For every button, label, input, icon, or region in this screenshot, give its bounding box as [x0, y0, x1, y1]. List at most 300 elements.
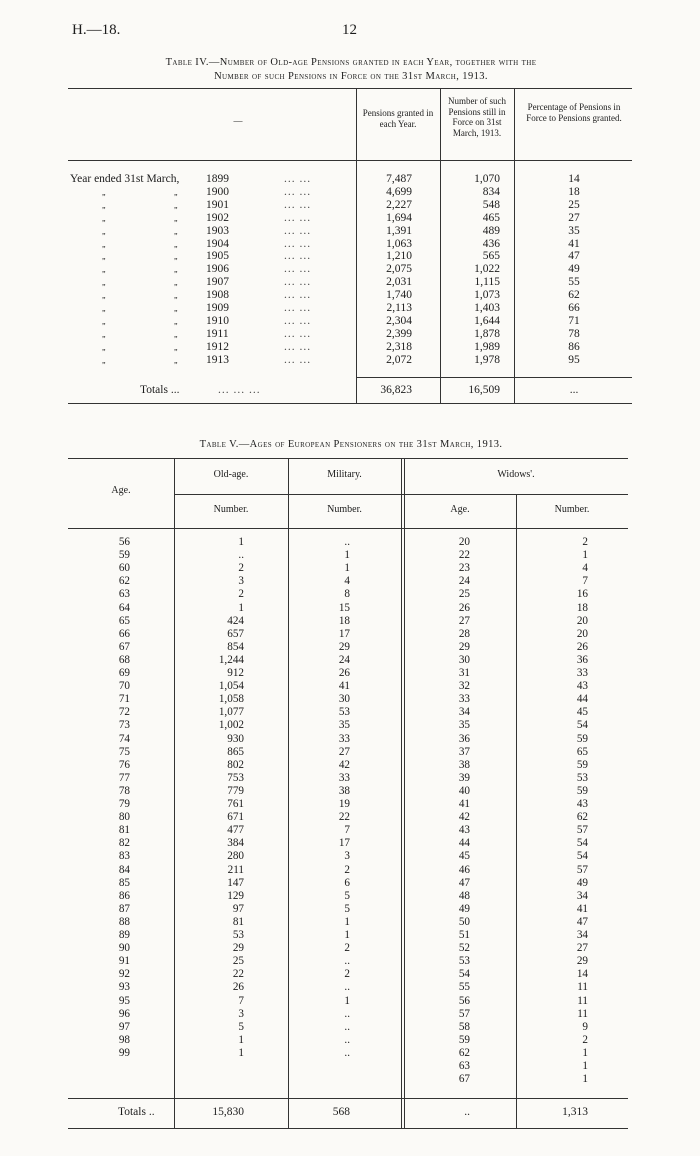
table4-leader-dots: ... ... [284, 185, 312, 198]
table5-row [68, 680, 628, 693]
table5-widows-number: 45 [576, 706, 588, 719]
table4-row-prefix: Year ended 31st March, [70, 173, 180, 185]
table5-widows-age: 37 [458, 745, 470, 758]
page-reference: H.—18. [72, 22, 121, 38]
table4-percentage: 47 [568, 250, 580, 263]
table4-granted: 1,740 [386, 289, 412, 302]
table5-military-number: .. [344, 955, 350, 968]
table5-row [68, 706, 628, 719]
table5-age: 65 [118, 614, 130, 627]
table5-military-number: 24 [338, 653, 350, 666]
table4-rule-bottom [68, 403, 632, 404]
table4-year: 1905 [206, 250, 229, 263]
table4-leader-dots: ... ... [284, 250, 312, 263]
table5-widows-age: 43 [458, 824, 470, 837]
table4-ditto-mark: „ [102, 304, 106, 313]
table4-in-force: 1,644 [474, 314, 500, 327]
table5 [68, 458, 628, 1130]
table5-age: 90 [118, 942, 130, 955]
table5-widows-number: 29 [576, 955, 588, 968]
table4-row [68, 239, 632, 251]
table5-caption [68, 438, 634, 452]
table4-in-force: 1,989 [474, 340, 500, 353]
table4-leader-dots: ... ... [284, 314, 312, 327]
table4-row [68, 264, 632, 276]
table4-granted: 2,304 [386, 314, 412, 327]
table4-leader-dots: ... ... [284, 276, 312, 289]
table4-ditto-mark: „ [102, 252, 106, 262]
table4-row [68, 290, 632, 302]
table5-row [68, 995, 628, 1008]
table5-military-number: 2 [344, 863, 350, 876]
table4-year: 1908 [206, 289, 229, 302]
table4-ditto-mark: „ [102, 239, 106, 249]
table4-percentage: 41 [568, 237, 580, 250]
table5-widows-number: 59 [576, 758, 588, 771]
table5-row [68, 877, 628, 890]
table5-row [68, 549, 628, 562]
table5-widows-number: 7 [582, 575, 588, 588]
table4-row [68, 277, 632, 289]
table5-row [68, 1021, 628, 1034]
table5-military-number: 1 [344, 929, 350, 941]
table4-granted: 7,487 [386, 173, 412, 185]
table5-widows-age: 44 [458, 837, 470, 850]
table5-header-widows-age: Age. [450, 504, 470, 515]
table5-caption-text: Table V.—Ages of European Pensioners on the 31st March, 1913. [199, 439, 503, 450]
table5-header-old-age: Old-age. [213, 469, 249, 480]
table4-percentage: 27 [568, 211, 580, 224]
table5-widows-age: 48 [458, 889, 470, 902]
table4-ditto-mark: „ [174, 278, 178, 288]
table5-row [68, 654, 628, 667]
table5-old-age-number: 1 [238, 1033, 244, 1046]
table4-percentage: 78 [568, 327, 580, 340]
table5-widows-number: 44 [576, 693, 588, 706]
table4-header-percentage: Percentage of Pensions in Force to Pensions granted. [526, 102, 622, 123]
table5-widows-age: 57 [458, 1007, 470, 1020]
table5-old-age-number: 2 [238, 588, 244, 601]
table5-old-age-number: 22 [232, 968, 244, 981]
table4-granted: 2,227 [386, 198, 412, 211]
table5-age: 62 [118, 575, 130, 588]
table5-old-age-number: 5 [238, 1020, 244, 1033]
table5-widows-age: 62 [458, 1046, 470, 1059]
table5-old-age-number: 477 [227, 824, 244, 837]
table5-totals-widows-age: .. [464, 1106, 470, 1118]
table5-military-number: 7 [344, 824, 350, 837]
table4-year: 1907 [206, 276, 229, 289]
table4-granted: 2,072 [386, 353, 412, 366]
table5-widows-number: 53 [576, 771, 588, 784]
table5-military-number: .. [344, 981, 350, 994]
table5-old-age-number: .. [238, 549, 244, 562]
table5-widows-number: 4 [582, 562, 588, 575]
table4-leader-dots: ... ... [284, 224, 312, 237]
table5-widows-number: 1 [582, 1060, 588, 1072]
table5-widows-age: 25 [458, 588, 470, 601]
table4-ditto-mark: „ [174, 342, 178, 352]
table5-widows-number: 27 [576, 942, 588, 955]
table5-widows-number: 2 [582, 536, 588, 548]
table5-row [68, 667, 628, 680]
table5-age: 72 [118, 706, 130, 719]
table5-military-number: 2 [344, 942, 350, 955]
table5-totals-label: Totals .. [118, 1106, 155, 1118]
table5-widows-number: 11 [577, 981, 588, 994]
table5-old-age-number: 3 [238, 575, 244, 588]
table4-year: 1911 [206, 327, 229, 340]
table5-old-age-number: 1,244 [218, 653, 244, 666]
table5-widows-number: 9 [582, 1020, 588, 1033]
table4-year: 1912 [206, 340, 229, 353]
table5-widows-number: 18 [576, 601, 588, 614]
table4-in-force: 548 [482, 198, 500, 211]
table5-widows-number: 54 [576, 837, 588, 850]
table5-old-age-number: 424 [227, 614, 244, 627]
table4-ditto-mark: „ [102, 187, 106, 197]
table5-row [68, 1073, 628, 1086]
table4-year: 1903 [206, 224, 229, 237]
table4-ditto-mark: „ [102, 200, 106, 210]
table5-military-number: 5 [344, 902, 350, 915]
table4-caption-line1: Table IV.—Number of Old-age Pensions granted in each Year, together with the [165, 57, 537, 68]
table5-age: 89 [118, 929, 130, 941]
table4-percentage: 49 [568, 263, 580, 276]
table4-ditto-mark: „ [174, 355, 178, 365]
table5-rule-bottom [68, 1128, 628, 1129]
table5-military-number: 3 [344, 850, 350, 863]
table5-age: 69 [118, 667, 130, 679]
table4-ditto-mark: „ [174, 316, 178, 326]
table4-ditto-mark: „ [174, 226, 178, 236]
table5-age: 93 [118, 981, 130, 994]
table4-year: 1902 [206, 211, 229, 224]
table5-military-number: 8 [344, 588, 350, 601]
table5-widows-number: 1 [582, 549, 588, 562]
table5-military-number: 29 [338, 640, 350, 653]
table4-year: 1910 [206, 314, 229, 327]
table4-in-force: 1,070 [474, 173, 500, 185]
table5-row [68, 575, 628, 588]
table4-row [68, 213, 632, 225]
table5-widows-age: 35 [458, 719, 470, 732]
table5-totals-widows-number: 1,313 [562, 1106, 588, 1118]
table5-widows-number: 62 [576, 811, 588, 824]
table5-widows-number: 33 [576, 667, 588, 679]
table5-military-number: 2 [344, 968, 350, 981]
table4-ditto-mark: „ [102, 226, 106, 236]
table4-granted: 2,318 [386, 340, 412, 353]
page-header [72, 22, 660, 42]
table4-granted: 1,210 [386, 250, 412, 263]
table4-ditto-mark: „ [174, 252, 178, 262]
table4-year: 1906 [206, 263, 229, 276]
table5-age: 64 [118, 601, 130, 614]
table5-age: 63 [118, 588, 130, 601]
table5-military-number: 1 [344, 562, 350, 575]
table4-ditto-mark: „ [174, 304, 178, 313]
table5-row [68, 811, 628, 824]
table5-old-age-number: 53 [232, 929, 244, 941]
table5-age: 70 [118, 680, 130, 693]
table4-year: 1904 [206, 237, 229, 250]
table5-widows-age: 47 [458, 876, 470, 889]
table5-widows-age: 23 [458, 562, 470, 575]
table4-ditto-mark: „ [174, 239, 178, 249]
table5-row [68, 746, 628, 759]
table5-old-age-number: 81 [232, 915, 244, 928]
table4-ditto-mark: „ [102, 213, 106, 223]
table5-widows-age: 30 [458, 653, 470, 666]
table5-old-age-number: 29 [232, 942, 244, 955]
table5-age: 98 [118, 1033, 130, 1046]
table4-totals-dots: ... ... ... [218, 384, 261, 396]
table5-widows-age: 52 [458, 942, 470, 955]
table5-widows-age: 38 [458, 758, 470, 771]
table5-row [68, 759, 628, 772]
table4-header-in-force: Number of such Pensions still in Force on 31st March, 1913. [448, 96, 506, 138]
table5-row [68, 903, 628, 916]
table4-year: 1909 [206, 302, 229, 314]
table5-widows-number: 11 [577, 1007, 588, 1020]
table4-row [68, 329, 632, 341]
table5-widows-age: 45 [458, 850, 470, 863]
table4-stub-header: — [233, 116, 243, 126]
table4-in-force: 489 [482, 224, 500, 237]
table4-ditto-mark: „ [174, 187, 178, 197]
table5-widows-age: 54 [458, 968, 470, 981]
table5-old-age-number: 2 [238, 562, 244, 575]
table5-military-number: 6 [344, 876, 350, 889]
table5-age: 67 [118, 640, 130, 653]
table4-rule-header [68, 160, 632, 161]
table5-widows-number: 59 [576, 732, 588, 745]
table5-age: 81 [118, 824, 130, 837]
table4 [68, 88, 632, 404]
table5-widows-age: 34 [458, 706, 470, 719]
table5-widows-age: 67 [458, 1073, 470, 1086]
table5-age: 96 [118, 1007, 130, 1020]
table5-old-age-number: 1,077 [218, 706, 244, 719]
table5-widows-age: 41 [458, 798, 470, 810]
table5-header-military: Military. [327, 469, 362, 480]
table5-old-age-number: 129 [227, 889, 244, 902]
table5-row [68, 628, 628, 641]
table5-old-age-number: 865 [227, 745, 244, 758]
table4-percentage: 71 [568, 314, 580, 327]
table5-age: 86 [118, 889, 130, 902]
table5-widows-age: 40 [458, 784, 470, 797]
table4-row [68, 187, 632, 199]
table5-totals-military: 568 [332, 1106, 350, 1118]
table5-old-age-number: 280 [227, 850, 244, 863]
table5-row [68, 1047, 628, 1060]
table5-row [68, 864, 628, 877]
table5-widows-number: 65 [576, 745, 588, 758]
table5-header-widows: Widows'. [497, 469, 535, 480]
table4-leader-dots: ... ... [284, 211, 312, 224]
table5-row [68, 641, 628, 654]
table5-widows-age: 29 [458, 640, 470, 653]
table5-row [68, 562, 628, 575]
table5-row [68, 588, 628, 601]
table5-widows-number: 57 [576, 824, 588, 837]
table4-percentage: 66 [568, 302, 580, 314]
table5-old-age-number: 657 [227, 627, 244, 640]
table5-row [68, 733, 628, 746]
table5-military-number: 1 [344, 549, 350, 562]
table5-old-age-number: 7 [238, 994, 244, 1007]
table5-widows-age: 31 [458, 667, 470, 679]
table5-row [68, 1034, 628, 1047]
table5-military-number: .. [344, 536, 350, 548]
table5-old-age-number: 671 [227, 811, 244, 824]
table4-row [68, 316, 632, 328]
table5-row [68, 981, 628, 994]
table5-widows-number: 20 [576, 614, 588, 627]
table5-age: 80 [118, 811, 130, 824]
table4-ditto-mark: „ [102, 265, 106, 275]
table4-in-force: 436 [482, 237, 500, 250]
table5-header-age: Age. [111, 485, 131, 496]
table5-age: 83 [118, 850, 130, 863]
table4-leader-dots: ... ... [284, 353, 312, 366]
table5-military-number: 41 [338, 680, 350, 693]
table4-granted: 1,694 [386, 211, 412, 224]
table5-old-age-number: 147 [227, 876, 244, 889]
table5-widows-number: 43 [576, 798, 588, 810]
table4-rule-totals [356, 377, 632, 378]
table4-granted: 2,075 [386, 263, 412, 276]
table4-percentage: 95 [568, 353, 580, 366]
table5-military-number: 26 [338, 667, 350, 679]
table4-in-force: 834 [482, 185, 500, 198]
table5-widows-age: 36 [458, 732, 470, 745]
table5-old-age-number: 912 [227, 667, 244, 679]
table5-old-age-number: 211 [227, 863, 244, 876]
table4-ditto-mark: „ [102, 291, 106, 301]
table5-row [68, 785, 628, 798]
table4-percentage: 86 [568, 340, 580, 353]
table5-military-number: 15 [338, 601, 350, 614]
table5-widows-age: 28 [458, 627, 470, 640]
table4-in-force: 1,073 [474, 289, 500, 302]
table5-widows-number: 41 [576, 902, 588, 915]
table4-percentage: 18 [568, 185, 580, 198]
table5-header-military-number: Number. [327, 504, 362, 515]
table5-old-age-number: 1 [238, 601, 244, 614]
table4-percentage: 62 [568, 289, 580, 302]
table5-age: 76 [118, 758, 130, 771]
table5-old-age-number: 1 [238, 1046, 244, 1059]
page-number: 12 [342, 22, 357, 38]
table5-row [68, 968, 628, 981]
table5-rule-totals [68, 1098, 628, 1099]
table5-military-number: 19 [338, 798, 350, 810]
table5-rule-top [68, 458, 628, 459]
table5-age: 99 [118, 1046, 130, 1059]
table4-ditto-mark: „ [102, 342, 106, 352]
table4-ditto-mark: „ [102, 355, 106, 365]
table5-old-age-number: 97 [232, 902, 244, 915]
table5-row [68, 536, 628, 549]
table4-granted: 2,113 [386, 302, 412, 314]
table5-widows-number: 14 [576, 968, 588, 981]
table5-row [68, 916, 628, 929]
table4-year: 1901 [206, 198, 229, 211]
table4-granted: 1,391 [386, 224, 412, 237]
table4-leader-dots: ... ... [284, 340, 312, 353]
table4-leader-dots: ... ... [284, 302, 312, 314]
table5-age: 77 [118, 771, 130, 784]
table5-age: 92 [118, 968, 130, 981]
table5-military-number: 1 [344, 915, 350, 928]
table5-row [68, 850, 628, 863]
table4-ditto-mark: „ [174, 213, 178, 223]
table5-widows-number: 43 [576, 680, 588, 693]
table4-caption [68, 56, 634, 84]
table5-totals-old-age: 15,830 [212, 1106, 244, 1118]
table4-in-force: 565 [482, 250, 500, 263]
table4-in-force: 1,878 [474, 327, 500, 340]
table5-widows-number: 11 [577, 994, 588, 1007]
table5-age: 88 [118, 915, 130, 928]
table5-widows-number: 1 [582, 1073, 588, 1086]
table5-row [68, 824, 628, 837]
table5-military-number: 33 [338, 771, 350, 784]
table5-age: 68 [118, 653, 130, 666]
table4-header-granted: Pensions granted in each Year. [362, 108, 434, 129]
table4-totals-label: Totals ... [140, 384, 180, 396]
table5-old-age-number: 779 [227, 784, 244, 797]
table5-military-number: 42 [338, 758, 350, 771]
table5-old-age-number: 26 [232, 981, 244, 994]
table5-widows-number: 1 [582, 1046, 588, 1059]
table5-widows-age: 58 [458, 1020, 470, 1033]
table5-age: 74 [118, 732, 130, 745]
table5-old-age-number: 1,054 [218, 680, 244, 693]
table5-row [68, 615, 628, 628]
table5-old-age-number: 384 [227, 837, 244, 850]
table4-leader-dots: ... ... [284, 237, 312, 250]
table5-military-number: 17 [338, 627, 350, 640]
table5-header-old-age-number: Number. [213, 504, 249, 515]
table5-military-number: 22 [338, 811, 350, 824]
table5-military-number: 35 [338, 719, 350, 732]
table4-totals-pct: ... [569, 384, 579, 396]
table5-widows-number: 57 [576, 863, 588, 876]
table5-military-number: 18 [338, 614, 350, 627]
table4-leader-dots: ... ... [284, 198, 312, 211]
table4-row [68, 200, 632, 212]
table5-age: 82 [118, 837, 130, 850]
table5-widows-age: 39 [458, 771, 470, 784]
table5-age: 84 [118, 863, 130, 876]
table5-age: 97 [118, 1020, 130, 1033]
table4-ditto-mark: „ [174, 291, 178, 301]
table5-widows-number: 49 [576, 876, 588, 889]
table4-ditto-mark: „ [174, 329, 178, 339]
table5-widows-age: 46 [458, 863, 470, 876]
table5-row [68, 772, 628, 785]
table5-widows-age: 20 [458, 536, 470, 548]
table4-in-force: 1,403 [474, 302, 500, 314]
table4-percentage: 14 [568, 173, 580, 185]
table4-caption-line2: Number of such Pensions in Force on the 31st March, 1913. [214, 71, 488, 82]
table5-row [68, 955, 628, 968]
table5-widows-age: 26 [458, 601, 470, 614]
